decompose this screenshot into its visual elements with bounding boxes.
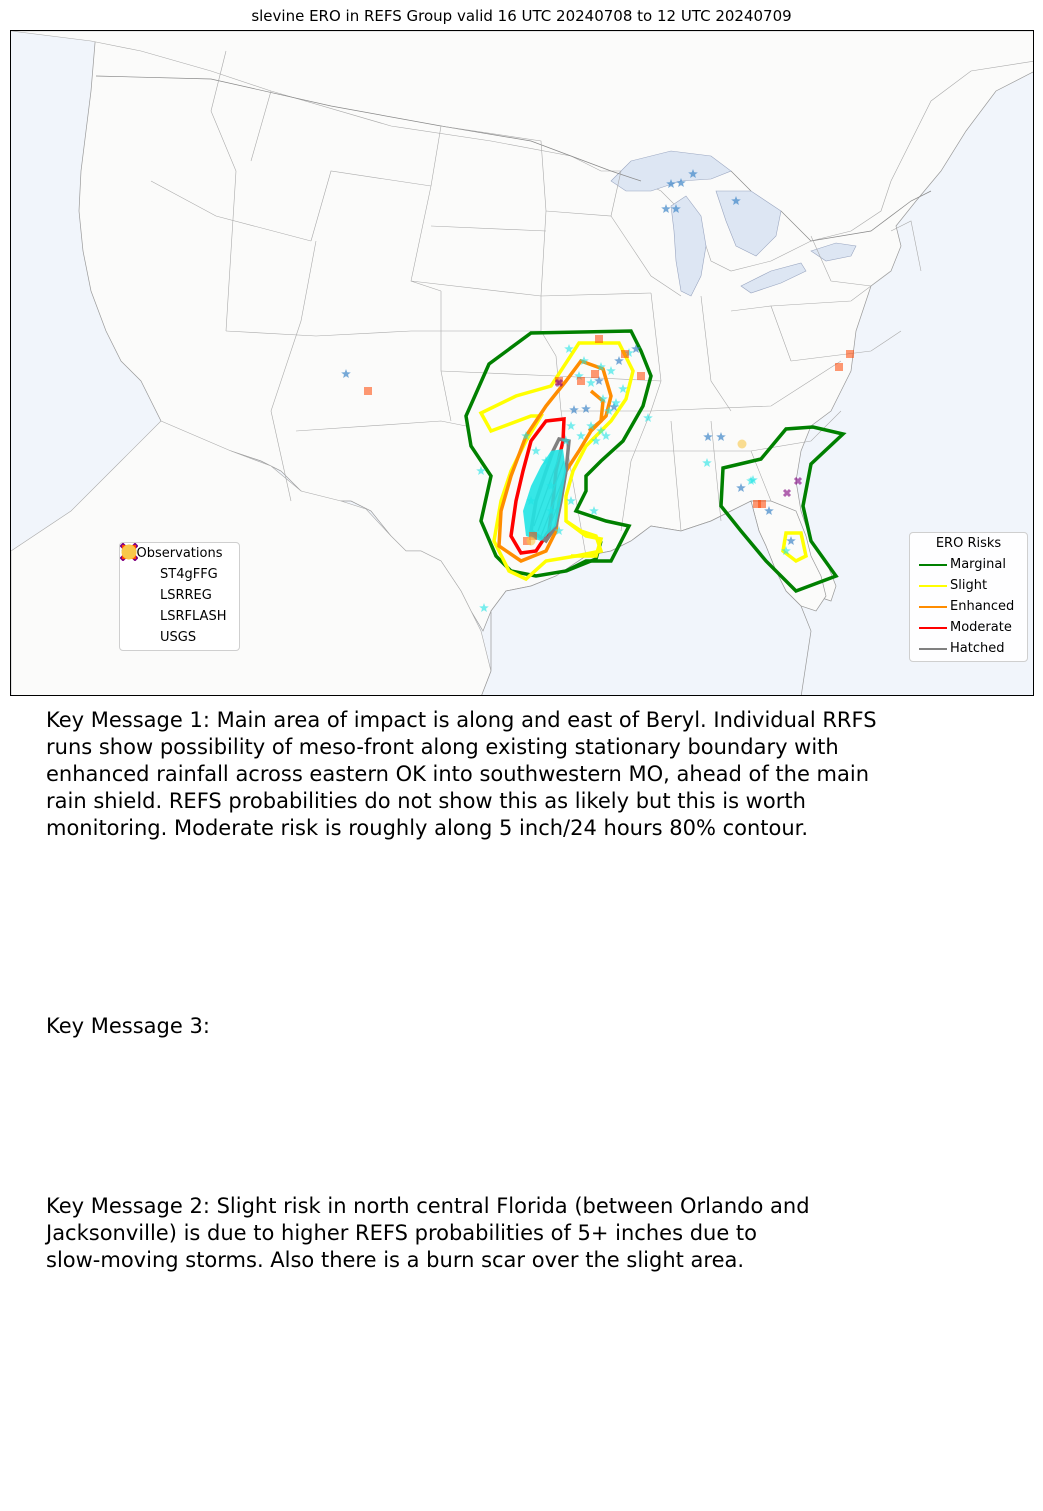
map-frame	[10, 30, 1034, 696]
slight-line-icon	[916, 585, 950, 587]
legend-item-lsrreg	[126, 585, 233, 606]
legend-label-lsrflash: LSRFLASH	[160, 609, 227, 624]
legend-label-slight: Slight	[950, 578, 988, 593]
legend-label-enhanced: Enhanced	[950, 599, 1015, 614]
key-message-2: Key Message 2: Slight risk in north central Florida (between Orlando and Jacksonville) is due to higher REFS probabilities of 5+ inches due to slow-moving storms. Also there is a burn scar over the slight area.	[46, 1194, 810, 1272]
legend-label-usgs: USGS	[160, 630, 197, 645]
legend-item-hatched	[916, 638, 1021, 659]
legend-item-usgs	[126, 627, 233, 648]
lsrflash-marker	[637, 372, 645, 380]
usgs-marker	[527, 537, 536, 546]
legend-label-marginal: Marginal	[950, 557, 1006, 572]
ero-risks-legend	[909, 532, 1028, 662]
legend-label-hatched: Hatched	[950, 641, 1005, 656]
lsrflash-marker	[364, 387, 372, 395]
observations-legend	[119, 542, 240, 651]
lsrreg-marker	[556, 380, 562, 386]
hatched-line-icon	[916, 648, 950, 650]
lsrreg-marker	[784, 490, 790, 496]
legend-label-moderate: Moderate	[950, 620, 1012, 635]
legend-label-st4gffg: ST4gFFG	[160, 567, 218, 582]
legend-item-slight	[916, 575, 1021, 596]
observations-legend-title: Observations	[136, 546, 223, 561]
legend-item-enhanced	[916, 596, 1021, 617]
ero-legend-title: ERO Risks	[935, 536, 1002, 551]
key-message-1: Key Message 1: Main area of impact is along and east of Beryl. Individual RRFS runs show possibility of meso-front along existing stationary boundary with enhanced rainfall across eastern OK into southwestern MO, ahead of the main rain shield. REFS probabilities do not show this as likely but this is worth monitoring. Moderate risk is roughly along 5 inch/24 hours 80% contour.	[46, 708, 877, 840]
lsrflash-marker	[758, 500, 766, 508]
legend-item-st4gffg	[126, 564, 233, 585]
lsrflash-marker	[591, 370, 599, 378]
legend-item-lsrflash	[126, 606, 233, 627]
marginal-line-icon	[916, 564, 950, 566]
moderate-line-icon	[916, 627, 950, 629]
legend-label-lsrreg: LSRREG	[160, 588, 212, 603]
lsrflash-marker	[577, 377, 585, 385]
legend-item-marginal	[916, 554, 1021, 575]
lsrreg-marker	[795, 478, 801, 484]
legend-item-moderate	[916, 617, 1021, 638]
page-title: slevine ERO in REFS Group valid 16 UTC 20240708 to 12 UTC 20240709	[251, 7, 792, 25]
key-message-3: Key Message 3:	[46, 1014, 210, 1038]
lsrflash-marker	[595, 335, 603, 343]
lsrflash-marker	[835, 363, 843, 371]
lsrflash-marker	[621, 350, 629, 358]
usgs-marker	[738, 440, 747, 449]
enhanced-line-icon	[916, 606, 950, 608]
lsrflash-marker	[846, 350, 854, 358]
